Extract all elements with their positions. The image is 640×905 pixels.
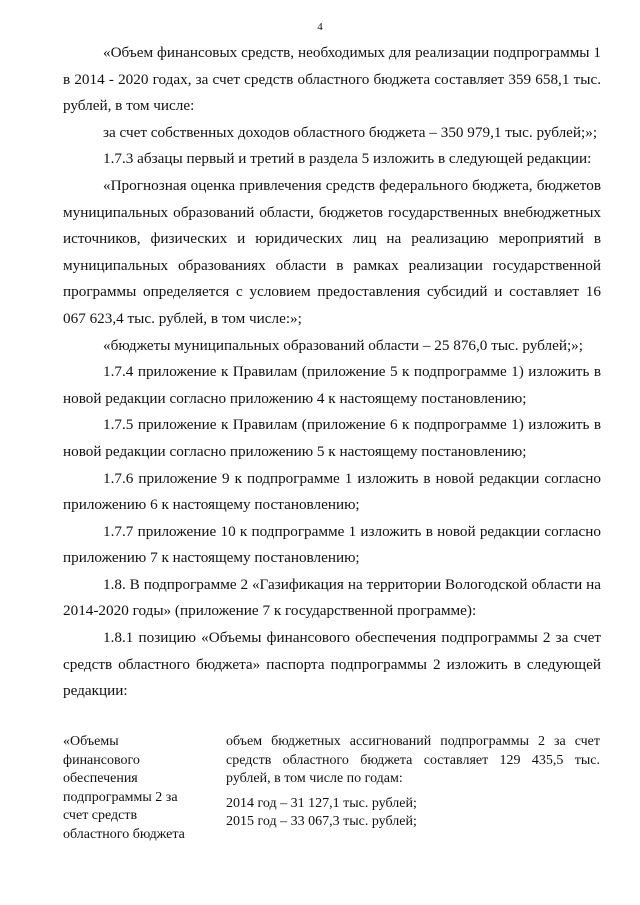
paragraph-forecast: «Прогнозная оценка привлечения средств федерального бюджета, бюджетов муниципальных образований области, бюджетов государственных внебюджетных источников, физических и юридических лиц на реализацию мероприятий в муниципальных образованиях области в рамках реализации государственной программы определяется с условием предоставления субсидий и составляет 16 067 623,4 тыс. рублей, в том числе:»; — [63, 176, 601, 327]
paragraph-1-7-5: 1.7.5 приложение к Правилам (приложение 6 к подпрограмме 1) изложить в новой редакции согласно приложению 5 к настоящему постановлению; — [63, 416, 601, 460]
paragraph-1-7-3: 1.7.3 абзацы первый и третий в раздела 5 изложить в следующей редакции: — [103, 150, 592, 168]
paragraph-funding-volume: «Объем финансовых средств, необходимых для реализации подпрограммы 1 в 2014 - 2020 годах, за счет средств областного бюджета составляет 359 658,1 тыс. рублей, в том числе: — [63, 44, 601, 115]
document-body — [63, 40, 601, 705]
funding-table-value-cell — [226, 733, 600, 832]
paragraph-municipal-budgets: «бюджеты муниципальных образований области – 25 876,0 тыс. рублей;»; — [103, 336, 583, 354]
paragraph-1-8: 1.8. В подпрограмме 2 «Газификация на территории Вологодской области на 2014-2020 годы» (приложение 7 к государственной программе): — [63, 575, 601, 620]
label-line: подпрограммы 2 за — [63, 789, 178, 805]
page-number: 4 — [317, 21, 323, 33]
paragraph-1-7-4: 1.7.4 приложение к Правилам (приложение 5 к подпрограмме 1) изложить в новой редакции согласно приложению 4 к настоящему постановлению; — [63, 363, 601, 407]
label-line: обеспечения — [63, 771, 138, 786]
paragraph-1-7-6: 1.7.6 приложение 9 к подпрограмме 1 изложить в новой редакции согласно приложению 6 к настоящему постановлению; — [63, 469, 601, 514]
paragraph-1-8-1: 1.8.1 позицию «Объемы финансового обеспечения подпрограммы 2 за счет средств областного бюджета» паспорта подпрограммы 2 изложить в следующей редакции: — [63, 629, 601, 700]
year-2015-amount: 2015 год – 33 067,3 тыс. рублей; — [226, 814, 417, 829]
label-line: финансового — [63, 752, 140, 768]
label-line: областного бюджета — [63, 826, 185, 842]
paragraph-own-revenue: за счет собственных доходов областного бюджета – 350 979,1 тыс. рублей;»; — [103, 123, 598, 141]
funding-summary: объем бюджетных ассигнований подпрограммы 2 за счет средств областного бюджета составляет 129 435,5 тыс. рублей, в том числе по годам: — [226, 734, 600, 786]
funding-table-label-cell — [63, 733, 203, 844]
label-line: счет средств — [63, 808, 138, 823]
year-2014-amount: 2014 год – 31 127,1 тыс. рублей; — [226, 795, 417, 811]
paragraph-1-7-7: 1.7.7 приложение 10 к подпрограмме 1 изложить в новой редакции согласно приложению 7 к настоящему постановлению; — [63, 522, 601, 567]
label-line: «Объемы — [63, 734, 119, 749]
